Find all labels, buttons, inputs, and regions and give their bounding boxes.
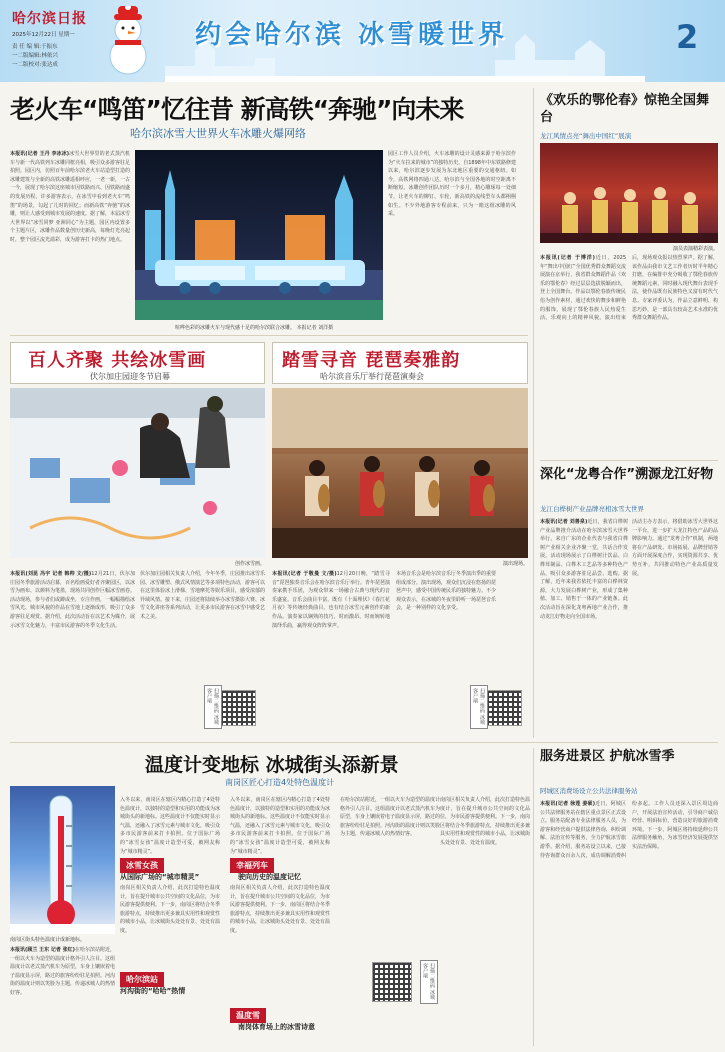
scan-label: 扫描二维码 冰城 客户端: [470, 685, 488, 729]
bottom-story-col3: 在哈尔滨站附近，一组以火车为造型的温度计格外引人注目。这组温度计以老式蒸汽机车为原型，车身上镶嵌着电子温度显示屏，路过的旅客纷纷驻足拍照。河沟街的温度计则以笑脸为主题，传递冰城人的热情好客。: [340, 797, 440, 838]
qr-code[interactable]: [372, 962, 412, 1002]
bottom-right-body: [540, 800, 718, 1044]
section-left-body: [10, 570, 135, 732]
lead-story-photo: [135, 150, 383, 320]
bottom-story-mid-text-2: 南岗区相关负责人介绍，此次打造特色温度计，旨在提升城市公共空间的文化品位，为市民游客提供便利。下一步，南岗区将结合冬季旅游特点，持续推出更多兼具实用性和观赏性的城市小品，让冰城街头处处有景、处处有温度。: [230, 885, 330, 934]
section-mid-subtitle: 哈尔滨音乐厅举行琵琶演奏会: [320, 372, 424, 381]
editor-line-3: 一二版校对:张达成: [12, 62, 58, 68]
paper-name: 哈尔滨日报: [12, 11, 87, 27]
column-rule: [533, 748, 534, 1046]
bottom-story-body-3: 南岗区相关负责人介绍，此次打造特色温度计，旨在提升城市公共空间的文化品位，为市民游客提供便利。下一步，南岗区将结合冬季旅游特点，持续推出更多兼具实用性和观赏性的城市小品，让冰城街头处处有景、处处有温度。: [120, 885, 220, 934]
right-top-subtitle: 龙江风情点亮“舞出中国红”展演: [540, 132, 632, 140]
bottom-subhead-4: 温度雪: [230, 1008, 266, 1023]
issue-date: 2025年12月22日 星期一: [12, 32, 75, 38]
lead-story-title: 老火车“鸣笛”忆往昔 新高铁“奔驰”向未来: [10, 95, 464, 124]
lead-story-byline: 本报讯(记者 王丹 李冰冰): [10, 151, 70, 157]
bottom-right-title: 服务进景区 护航冰雪季: [540, 749, 675, 764]
right-mid-divider: [540, 460, 718, 461]
lead-story-body-left-text: 冰雪大世界里的老式蒸汽机车与新一代高铁列车冰雕同框亮相，吸引众多游客驻足拍照。园区内，仿照百年前哈尔滨老火车站造型打造的冰雕建筑与全新的高铁冰雕遥相呼应，一老一新，一古一今，展现了哈尔滨这座城市因铁路而兴、因铁路而盛的发展历程。许多游客表示，在冰雪中看到老火车“鸣笛”的场景，勾起了儿时的回忆；而新高铁“奔驰”的冰雕，则让人感受到城市发展的速度。据了解，本届冰雪大世界以“冰雪同梦 亚洲同心”为主题，园区内设置多个主题片区，冰雕作品数量创历史新高，每晚灯光亮起时，整个园区流光溢彩，成为游客打卡的热门地点。: [10, 151, 130, 243]
section-mid-byline: 本报讯(记者 于敬曼 文/摄): [272, 571, 337, 577]
bottom-subhead-4-sub: 南岗体育场上的冰雪诗意: [238, 1023, 315, 1031]
right-mid-subtitle: 龙江白桦树产业品牌亮相冰雪大世界: [540, 505, 644, 513]
right-top-byline: 本报讯(记者 于博洋): [540, 255, 595, 261]
scan-label: 扫描二维码 冰城 客户端: [420, 960, 438, 1004]
editor-line-1: 责 任 编 辑:于振东: [12, 44, 58, 50]
bottom-subhead-1-sub: 从国际广场的“城市精灵”: [120, 873, 200, 881]
bottom-story-photo: [10, 786, 115, 934]
section-mid-body-right: 本场音乐会是哈尔滨音乐厅冬季演出季的重要组成部分。演出现场，观众们沉浸在悠扬的琵琶声中，感受中国传统民乐的独特魅力。不少观众表示，在冰城的冬夜里聆听一场琵琶音乐会，是一种别样的文化享受。: [396, 571, 496, 612]
lead-story-subtitle: 哈尔滨冰雪大世界火车冰雕火爆网络: [130, 127, 306, 140]
section-left-byline: 本报讯(刘昆 冯宇 记者 韩帅 文/摄): [10, 571, 92, 577]
bottom-subhead-3: 幸福列车: [230, 858, 274, 873]
bottom-story-byline: 本报讯(顾兰 王东 记者 张红): [10, 947, 75, 953]
bottom-right-byline: 本报讯(记者 徐莲 姜硕): [540, 801, 596, 807]
lead-story-body-right: 园区工作人员介绍，火车冰雕的设计灵感来源于哈尔滨作为“火车拉来的城市”的独特历史。自1898年中东铁路修建以来，哈尔滨逐步发展为东北地区重要的交通枢纽。如今，高铁网络四通八达，哈尔滨与全国各地的时空距离不断缩短。冰雕创作团队历时一个多月，精心雕琢每一处细节，让老火车的铆钉、车轮，新高铁的流线型车头都栩栩如生。不少外地游客专程前来，只为一睹这组冰雕的风采。: [388, 151, 516, 218]
right-top-photo: [540, 143, 718, 243]
bottom-right-body-text: 近日，阿城区公共法律服务站在辖区重点景区正式设立。服务站配备专业法律服务人员，为游客和经营商户提供法律咨询、纠纷调解、法治宣传等服务，全力护航冰雪旅游季。据介绍，服务站设立以来，已接待咨询群众百余人次，成功调解消费纠纷多起。工作人员还深入景区周边商户，开展法治宣传活动，引导商户诚信经营、明码标价，营造良好的旅游消费环境。下一步，阿城区将持续延伸公共法律服务触角，为冰雪经济发展提供坚实法治保障。: [540, 801, 718, 859]
lead-story-body-left: [10, 150, 130, 326]
section-left-body-right: 伏尔加庄园相关负责人介绍，今年冬季，庄园推出冰雪乐园、冰雪雕塑、俄式风情演艺等多项特色活动，游客可以在这里体验冰上滑梯、雪地摩托等娱乐项目，感受浓郁的异域风情。接下来，庄园还将陆续举办冰雪摄影大赛、冰雪文化讲座等系列活动，让更多市民游客在冰雪中感受艺术之美。: [140, 571, 265, 620]
bottom-story-photo-caption: 南岗区街头特色温度计成新地标。: [10, 937, 86, 943]
scan-label: 扫描二维码 冰城 客户端: [204, 685, 222, 729]
page-number: 2: [676, 18, 699, 56]
lead-story-photo-caption: 喧哗色彩的冰雕火车与现代感十足的哈尔滨联合冰雕。 本报记者 刘洋摄: [175, 325, 334, 331]
bottom-right-subtitle: 阿城区消费场设立公共法律服务站: [540, 787, 638, 795]
bottom-subhead-2-sub: 河沟街的“哈哈”热情: [120, 987, 186, 995]
section-divider: [10, 335, 528, 336]
section-left-photo: [10, 388, 265, 558]
right-top-body: [540, 254, 718, 452]
section-mid-title: 踏雪寻音 琵琶奏雅韵: [282, 350, 461, 371]
right-top-title: 《欢乐的鄂伦春》惊艳全国舞台: [540, 93, 710, 125]
section-left-subtitle: 伏尔加庄园迎冬节启幕: [90, 372, 170, 381]
bottom-story-title: 温度计变地标 冰城街头添新景: [145, 754, 399, 776]
bottom-divider: [10, 742, 718, 743]
right-mid-body: [540, 518, 628, 730]
masthead: [0, 0, 725, 82]
editor-line-2: 一二版编辑:林依兴: [12, 53, 58, 59]
section-left-photo-caption: 创作冰雪画。: [234, 561, 265, 567]
bottom-story-byline-block: [10, 946, 115, 1046]
bottom-story-subtitle: 南岗区匠心打造4处特色温度计: [225, 778, 335, 787]
bottom-subhead-1: 冰雪女孩: [120, 858, 164, 873]
right-mid-body-text: 近日，我省白桦树产业品牌推介活动在哈尔滨冰雪大世界举行。来自广东的企业代表与我省白桦树产业相关企业齐聚一堂，共话合作发展。活动现场展示了白桦树汁饮品、白桦茸制品、白桦木工艺品等多种特色产品，吸引众多游客驻足品尝、选购。据了解，近年来我省依托丰富的白桦林资源，大力发展白桦树产业，形成了集种植、加工、销售于一体的产业链条。此次活动旨在深化龙粤两地产业合作，推动龙江好物走向全国市场。: [540, 519, 628, 620]
bottom-story-body-1: 入冬以来，南岗区在辖区内精心打造了4处特色温度计，以独特的造型和实用的功能成为冰城街头的新地标。这些温度计不仅能实时显示气温，还融入了冰雪元素与城市文化，吸引众多市民游客前来打卡拍照。位于国际广场的“冰雪女孩”温度计造型可爱，被网友称为“城市精灵”。: [120, 797, 220, 854]
bottom-subhead-2: 哈尔滨站: [120, 972, 164, 987]
right-mid-title: 深化“龙粤合作”溯源龙江好物: [540, 467, 714, 482]
bottom-story-mid-text: 入冬以来，南岗区在辖区内精心打造了4处特色温度计，以独特的造型和实用的功能成为冰城街头的新地标。这些温度计不仅能实时显示气温，还融入了冰雪元素与城市文化，吸引众多市民游客前来打卡拍照。位于国际广场的“冰雪女孩”温度计造型可爱，被网友称为“城市精灵”。: [230, 797, 330, 854]
bottom-subhead-3-sub: 驶向历史的温度记忆: [238, 873, 301, 881]
qr-code[interactable]: [486, 690, 522, 726]
bottom-story-body-2: 在哈尔滨站附近，一组以火车为造型的温度计格外引人注目。这组温度计以老式蒸汽机车为原型，车身上镶嵌着电子温度显示屏，路过的旅客纷纷驻足拍照。河沟街的温度计则以笑脸为主题，传递冰城人的热情好客。: [10, 947, 115, 996]
section-mid-body-text: 12月20日晚，“踏雪寻音”琵琶独奏音乐会在哈尔滨音乐厅举行。青年琵琶演奏家携手乐团，为观众带来一场融合古典与现代的音乐盛宴。音乐会曲目丰富，既有《十面埋伏》《春江花月夜》等传统经典曲目，也有结合冰雪元素创作的新作品。演奏家以娴熟的技巧，时而激昂、时而婉转地演绎乐曲，赢得观众阵阵掌声。: [272, 571, 390, 629]
section-mid-body: [272, 570, 390, 732]
section-left-title: 百人齐聚 共绘冰雪画: [28, 350, 207, 371]
right-mid-byline: 本报讯(记者 刘善泉): [540, 519, 588, 525]
column-rule: [533, 88, 534, 738]
right-mid-body-right: 活动主办方表示，将借助冰雪大世界这一平台，进一步扩大龙江特色产品的品牌影响力。通过“龙粤合作”机制，两地将在产品研发、市场拓展、品牌营销等方面开展深度合作，实现资源共享、优势互补，共同推动特色产业高质量发展。: [632, 519, 718, 577]
bottom-story-col4: 南岗区相关负责人介绍，此次打造特色温度计，旨在提升城市公共空间的文化品位，为市民游客提供便利。下一步，南岗区将结合冬季旅游特点，持续推出更多兼具实用性和观赏性的城市小品，让冰城街头处处有景、处处有温度。: [440, 797, 530, 846]
qr-code[interactable]: [220, 690, 256, 726]
section-left-body-text: 12月21日，伏尔加庄园冬季旅游活动启幕，百名绘画爱好者齐聚园区，以冰雪为画布、以颜料为笔墨，现场共同创作巨幅冰雪画卷。活动现场，参与者们或蹲或坐，专注作画，一幅幅描绘冰雪风光、城市风貌的作品在雪地上逐渐成形，吸引了众多游客驻足观赏。据介绍，此次活动旨在以艺术为媒介，展示冰雪文化魅力，丰富市民游客的冬季文化生活。: [10, 571, 135, 629]
section-mid-photo-caption: 演出现场。: [502, 561, 528, 567]
right-top-body-text: 近日，2025年“舞出中国红”全国优秀群众舞蹈交流展演在京举行，我省群众舞蹈作品《欢乐的鄂伦春》经过层层选拔脱颖而出，登上全国舞台。作品以鄂伦春族传统民俗为创作素材，通过欢快的舞步和鲜艳的服饰，展现了鄂伦春族人民热爱生活、乐观向上的精神风貌。演出结束后，现场观众报以热烈掌声。据了解，该作品由我市文艺工作者历时半年精心打磨，在编排中充分吸收了鄂伦春族传统舞蹈元素，同时融入现代舞台表现手法，使作品既有民族特色又富有时代气息。专家评委认为，作品立意鲜明、构思巧妙，是一部具有较高艺术水准的优秀群众舞蹈作品。: [540, 255, 718, 322]
right-top-photo-caption: 演员表演精彩表演。: [672, 246, 718, 252]
section-mid-photo: [272, 388, 528, 558]
snowman-illustration: [98, 6, 158, 78]
banner-slogan: 约会哈尔滨 冰雪暖世界: [195, 20, 509, 50]
